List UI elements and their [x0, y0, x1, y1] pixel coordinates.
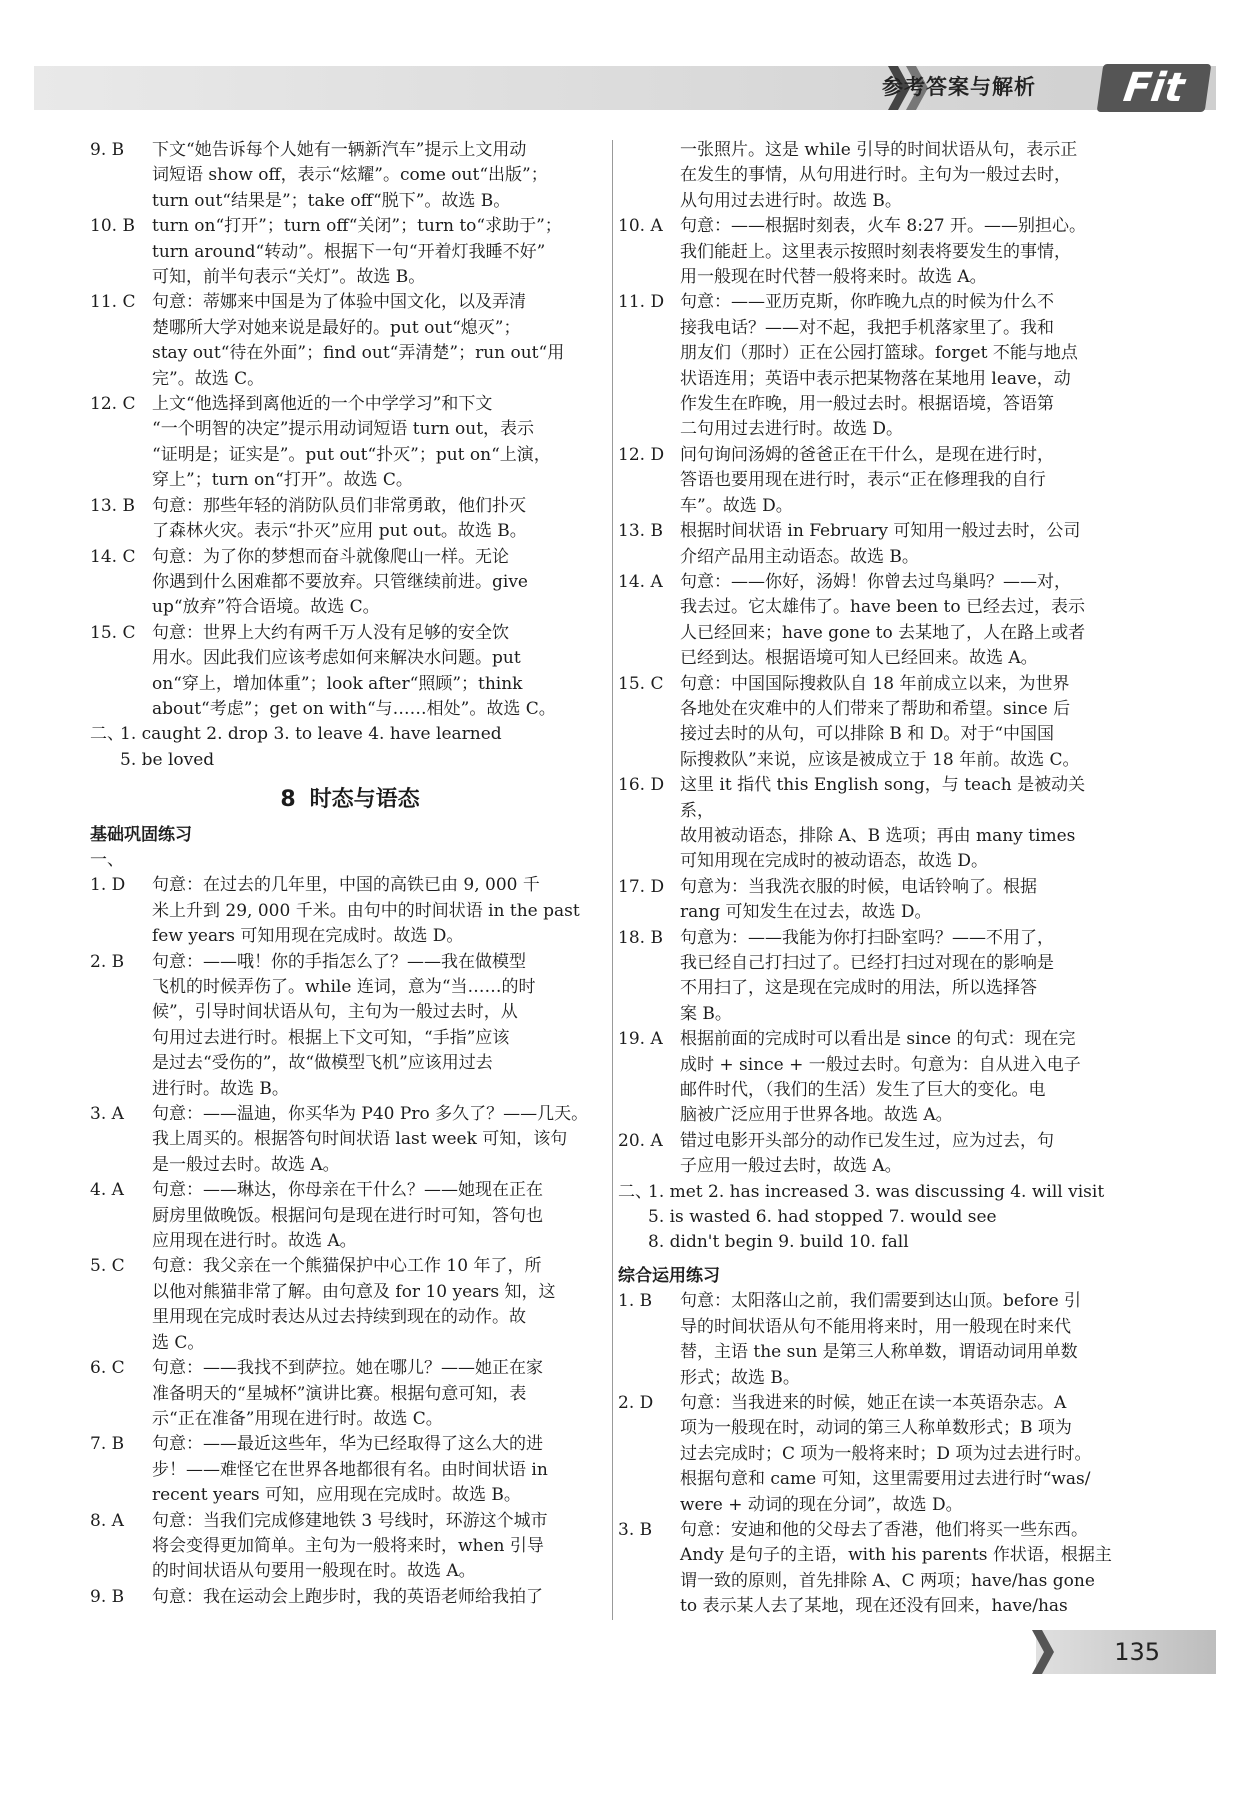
answer-line: 准备明天的“星城杯”演讲比赛。根据句意可知，表	[152, 1383, 527, 1404]
answer-line: 已经到达。根据语境可知人已经回来。故选 A。	[680, 648, 1038, 669]
answer-number: 16. D	[618, 775, 665, 796]
left-items-top	[90, 138, 610, 722]
right-part-two-line1: 1. met 2. has increased 3. was discussing 4. will visit	[648, 1181, 1105, 1202]
answer-line: 车”。故选 D。	[680, 495, 793, 516]
answer-line: 朋友们（那时）正在公园打篮球。forget 不能与地点	[680, 343, 1078, 364]
answer-item	[618, 519, 1118, 570]
answer-line: 句意：——温迪，你买华为 P40 Pro 多久了？——几天。	[152, 1104, 589, 1125]
exercise-heading-basic: 基础巩固练习	[90, 824, 192, 845]
answer-item	[90, 494, 610, 545]
page-number: 135	[1114, 1638, 1160, 1666]
answer-number: 3. B	[618, 1519, 653, 1540]
answer-line: 候”，引导时间状语从句，主句为一般过去时，从	[152, 1002, 518, 1023]
answer-line: 案 B。	[680, 1003, 732, 1024]
answer-line: 这里 it 指代 this English song，与 teach 是被动关系，	[680, 775, 1086, 821]
answer-line: 谓一致的原则，首先排除 A、C 两项；have/has gone	[680, 1570, 1095, 1591]
answer-item	[90, 1102, 610, 1178]
answer-line: 际搜救队”来说，应该是被成立于 18 年前。故选 C。	[680, 749, 1080, 770]
column-divider	[612, 140, 613, 1620]
answer-number: 12. C	[90, 394, 136, 415]
answer-number: 12. D	[618, 444, 665, 465]
answer-line: 应用现在进行时。故选 A。	[152, 1231, 357, 1252]
answer-number: 14. A	[618, 571, 663, 592]
answer-line: 不用扫了，这是现在完成时的用法，所以选择答	[680, 978, 1037, 999]
answer-item	[90, 621, 610, 723]
right-items-top	[618, 214, 1118, 1179]
answer-line: 厨房里做晚饭。根据问句是现在进行时可知，答句也	[152, 1205, 543, 1226]
answer-line: 根据句意和 came 可知，这里需要用过去进行时“was/	[680, 1469, 1091, 1490]
left-part-two-line1: 1. caught 2. drop 3. to leave 4. have learned	[120, 724, 502, 745]
answer-line: on“穿上，增加体重”；look after“照顾”；think	[152, 673, 523, 694]
right-part-two	[618, 1180, 1118, 1205]
answer-line: 脑被广泛应用于世界各地。故选 A。	[680, 1105, 953, 1126]
answer-number: 10. B	[90, 216, 135, 237]
answer-item	[618, 672, 1118, 774]
answer-line: 句意为：当我洗衣服的时候，电话铃响了。根据	[680, 876, 1037, 897]
right-continuation	[618, 138, 1118, 214]
left-items-bottom	[90, 873, 610, 1610]
answer-line: 可知用现在完成时的被动语态，故选 D。	[680, 851, 989, 872]
answer-line: turn out“结果是”；take off“脱下”。故选 B。	[152, 190, 511, 211]
answer-item	[90, 1509, 610, 1585]
answer-line: 词短语 show off，表示“炫耀”。come out“出版”；	[152, 165, 548, 186]
answer-line: 句意：在过去的几年里，中国的高铁已由 9, 000 千	[152, 875, 540, 896]
answer-number: 1. B	[618, 1291, 653, 1312]
answer-number: 2. B	[90, 951, 125, 972]
answer-item	[618, 1027, 1118, 1129]
answer-line: 上文“他选择到离他近的一个中学学习”和下文	[152, 394, 493, 415]
answer-line: 成时 + since + 一般过去时。句意为：自从进入电子	[680, 1054, 1081, 1075]
answer-line: 邮件时代，（我们的生活）发生了巨大的变化。电	[680, 1080, 1046, 1101]
answer-line: 句意：——我找不到萨拉。她在哪儿？——她正在家	[152, 1358, 543, 1379]
answer-line: 作发生在昨晚，用一般过去时。根据语境，答语第	[680, 394, 1054, 415]
answer-line: 下文“她告诉每个人她有一辆新汽车”提示上文用动	[152, 140, 527, 160]
section-title-text: 时态与语态	[309, 787, 420, 813]
answer-line: stay out“待在外面”；find out“弄清楚”；run out“用	[152, 343, 565, 364]
answer-line: 将会变得更加简单。主句为一般将来时，when 引导	[152, 1535, 544, 1556]
right-column	[618, 138, 1118, 1620]
answer-line: 我已经自己打扫过了。已经打扫过对现在的影响是	[680, 953, 1054, 973]
answer-line: 句意为：——我能为你打扫卧室吗？——不用了，	[680, 927, 1054, 948]
fit-logo: Fit	[1097, 64, 1212, 112]
answer-line: 的时间状语从句要用一般现在时。故选 A。	[152, 1561, 476, 1582]
right-part-two-line3: 8. didn't begin 9. build 10. fall	[648, 1232, 909, 1253]
answer-line: 我去过。它太雄伟了。have been to 已经去过，表示	[680, 597, 1085, 618]
answer-item	[618, 773, 1118, 875]
answer-line: 句意：蒂娜来中国是为了体验中国文化，以及弄清	[152, 292, 526, 313]
right-items-bottom	[618, 1289, 1118, 1619]
answer-number: 9. B	[90, 140, 125, 160]
answer-item	[618, 1289, 1118, 1391]
section-title	[90, 787, 610, 812]
answer-number: 2. D	[618, 1392, 654, 1413]
answer-line: 句意：——哦！你的手指怎么了？——我在做模型	[152, 951, 526, 972]
right-part-two-line2: 5. is wasted 6. had stopped 7. would see	[648, 1207, 997, 1228]
answer-item	[90, 1254, 610, 1356]
answer-line: 根据前面的完成时可以看出是 since 的句式：现在完	[680, 1029, 1076, 1050]
answer-item	[90, 138, 610, 214]
answer-line: 形式；故选 B。	[680, 1367, 800, 1388]
answer-item	[90, 1585, 610, 1610]
answer-item	[90, 1432, 610, 1508]
left-part-two-line2: 5. be loved	[120, 749, 215, 770]
answer-number: 14. C	[90, 546, 136, 567]
answer-line: 可知，前半句表示“关灯”。故选 B。	[152, 267, 426, 288]
answer-line: 导的时间状语从句不能用将来时，用一般现在时来代	[680, 1316, 1071, 1337]
answer-number: 4. A	[90, 1180, 124, 1201]
answer-line: recent years 可知，应用现在完成时。故选 B。	[152, 1485, 521, 1506]
answer-line: 你遇到什么困难都不要放弃。只管继续前进。give	[152, 571, 528, 592]
answer-line: 过去完成时；C 项为一般将来时；D 项为过去进行时。	[680, 1443, 1092, 1464]
answer-number: 20. A	[618, 1130, 663, 1151]
answer-line: 句意：——最近这些年，华为已经取得了这么大的进	[152, 1434, 543, 1455]
answer-line: 句意：那些年轻的消防队员们非常勇敢，他们扑灭	[152, 495, 526, 516]
answer-number: 17. D	[618, 876, 665, 897]
left-part-two	[90, 722, 610, 747]
answer-line: 句意：——亚历克斯，你昨晚九点的时候为什么不	[680, 292, 1054, 313]
answer-line: 穿上”；turn on“打开”。故选 C。	[152, 470, 413, 491]
answer-item	[90, 392, 610, 494]
answer-line: 句意：——琳达，你母亲在干什么？——她现在正在	[152, 1180, 543, 1201]
answer-line: turn on“打开”；turn off“关闭”；turn to“求助于”；	[152, 216, 562, 237]
answer-line: 进行时。故选 B。	[152, 1078, 289, 1099]
answer-line: 根据时间状语 in February 可知用一般过去时，公司	[680, 521, 1081, 542]
answer-number: 15. C	[618, 673, 664, 694]
answer-line: 我们能赶上。这里表示按照时刻表将要发生的事情，	[680, 241, 1071, 262]
page-chevron-icon	[1032, 1630, 1054, 1674]
answer-line: 状语连用；英语中表示把某物落在某地用 leave，动	[680, 368, 1071, 389]
answer-line: 各地处在灾难中的人们带来了帮助和希望。since 后	[680, 698, 1071, 719]
answer-line: 故用被动语态，排除 A、B 选项；再由 many times	[680, 825, 1076, 846]
answer-item	[90, 290, 610, 392]
answer-line: 我上周买的。根据答句时间状语 last week 可知，该句	[152, 1129, 568, 1150]
answer-line: 答语也要用现在进行时，表示“正在修理我的自行	[680, 470, 1046, 491]
answer-item	[90, 950, 610, 1102]
answer-item	[618, 214, 1118, 290]
answer-number: 5. C	[90, 1256, 125, 1277]
answer-item	[618, 875, 1118, 926]
answer-number: 6. C	[90, 1358, 125, 1379]
answer-line: 人已经回来；have gone to 去某地了，人在路上或者	[680, 622, 1086, 643]
answer-item	[90, 545, 610, 621]
answer-line: 句意：当我进来的时候，她正在读一本英语杂志。A	[680, 1392, 1067, 1413]
answer-line: few years 可知用现在完成时。故选 D。	[152, 926, 464, 947]
answer-line: 错过电影开头部分的动作已发生过，应为过去，句	[680, 1130, 1054, 1151]
answer-line: “一个明智的决定”提示用动词短语 turn out，表示	[152, 419, 535, 440]
answer-line: 楚哪所大学对她来说是最好的。put out“熄灭”；	[152, 317, 521, 338]
right-part-two-label: 二、	[618, 1181, 652, 1202]
answer-line: 句意：中国国际搜救队自 18 年前成立以来，为世界	[680, 673, 1070, 694]
answer-line: 用一般现在时代替一般将来时。故选 A。	[680, 267, 987, 288]
answer-item	[618, 1518, 1118, 1620]
answer-number: 15. C	[90, 622, 136, 643]
continuation-line: 一张照片。这是 while 引导的时间状语从句，表示正	[680, 140, 1078, 160]
answer-line: 项为一般现在时，动词的第三人称单数形式；B 项为	[680, 1418, 1072, 1439]
answer-line: 句意：当我们完成修建地铁 3 号线时，环游这个城市	[152, 1510, 548, 1531]
answer-line: 句意：我父亲在一个熊猫保护中心工作 10 年了，所	[152, 1256, 542, 1277]
answer-line: to 表示某人去了某地，现在还没有回来，have/has	[680, 1596, 1068, 1617]
answer-line: 二句用过去进行时。故选 D。	[680, 419, 904, 440]
answer-line: 了森林火灾。表示“扑灭”应用 put out。故选 B。	[152, 521, 527, 542]
answer-number: 18. B	[618, 927, 663, 948]
answer-item	[618, 926, 1118, 1028]
continuation-line: 在发生的事情，从句用进行时。主句为一般过去时，	[680, 165, 1071, 186]
answer-number: 9. B	[90, 1586, 125, 1607]
answer-line: were + 动词的现在分词”，故选 D。	[680, 1494, 963, 1515]
answer-line: 里用现在完成时表达从过去持续到现在的动作。故	[152, 1307, 526, 1328]
answer-item	[90, 1356, 610, 1432]
answer-line: 替，主语 the sun 是第三人称单数，谓语动词用单数	[680, 1342, 1078, 1363]
answer-item	[90, 873, 610, 949]
left-part-two-label: 二、	[90, 724, 124, 745]
answer-line: 句意：为了你的梦想而奋斗就像爬山一样。无论	[152, 546, 509, 567]
left-column	[90, 138, 610, 1610]
section-number: 8	[280, 787, 296, 813]
answer-item	[618, 443, 1118, 519]
answer-line: turn around“转动”。根据下一句“开着灯我睡不好”	[152, 241, 546, 262]
answer-line: 子应用一般过去时，故选 A。	[680, 1156, 902, 1177]
answer-number: 10. A	[618, 216, 663, 237]
answer-line: 选 C。	[152, 1332, 205, 1353]
answer-line: 句意：安迪和他的父母去了香港，他们将买一些东西。	[680, 1519, 1088, 1540]
answer-number: 11. D	[618, 292, 665, 313]
answer-number: 8. A	[90, 1510, 124, 1531]
answer-number: 19. A	[618, 1029, 663, 1050]
answer-line: 句意：——你好，汤姆！你曾去过鸟巢吗？——对，	[680, 571, 1071, 592]
answer-number: 7. B	[90, 1434, 125, 1455]
answer-line: 句意：世界上大约有两千万人没有足够的安全饮	[152, 622, 509, 643]
answer-item	[618, 1129, 1118, 1180]
answer-line: 步！——难怪它在世界各地都很有名。由时间状语 in	[152, 1459, 548, 1480]
answer-line: up“放弃”符合语境。故选 C。	[152, 597, 380, 618]
answer-number: 13. B	[90, 495, 135, 516]
answer-line: 是过去“受伤的”，故“做模型飞机”应该用过去	[152, 1053, 493, 1074]
answer-line: 介绍产品用主动语态。故选 B。	[680, 546, 919, 567]
answer-item	[90, 214, 610, 290]
answer-line: 句意：——根据时刻表，火车 8:27 开。——别担心。	[680, 216, 1086, 237]
answer-item	[618, 290, 1118, 442]
answer-line: Andy 是句子的主语，with his parents 作状语，根据主	[680, 1545, 1112, 1566]
answer-line: about“考虑”；get on with“与……相处”。故选 C。	[152, 698, 556, 719]
answer-line: 飞机的时候弄伤了。while 连词，意为“当……的时	[152, 977, 536, 997]
answer-item	[90, 1178, 610, 1254]
answer-number: 13. B	[618, 521, 663, 542]
answer-line: “证明是；证实是”。put out“扑灭”；put on“上演，	[152, 444, 551, 465]
answer-line: 接过去时的从句，可以排除 B 和 D。对于“中国国	[680, 724, 1055, 745]
exercise-heading-comprehensive: 综合运用练习	[618, 1265, 720, 1286]
header-title: 参考答案与解析	[882, 75, 1036, 99]
answer-number: 1. D	[90, 875, 126, 896]
answer-line: 示“正在准备”用现在进行时。故选 C。	[152, 1408, 443, 1429]
answer-line: 接我电话？——对不起，我把手机落家里了。我和	[680, 317, 1054, 338]
header-band	[34, 66, 1216, 110]
answer-line: rang 可知发生在过去，故选 D。	[680, 902, 932, 923]
answer-line: 句意：我在运动会上跑步时，我的英语老师给我拍了	[152, 1586, 543, 1607]
answer-line: 句意：太阳落山之前，我们需要到达山顶。before 引	[680, 1291, 1082, 1312]
continuation-line: 从句用过去进行时。故选 B。	[680, 190, 902, 211]
answer-number: 11. C	[90, 292, 136, 313]
answer-line: 完”。故选 C。	[152, 368, 265, 389]
answer-line: 句用过去进行时。根据上下文可知，“手指”应该	[152, 1027, 510, 1048]
answer-line: 以他对熊猫非常了解。由句意及 for 10 years 知，这	[152, 1281, 556, 1302]
answer-number: 3. A	[90, 1104, 124, 1125]
answer-item	[618, 1391, 1118, 1518]
answer-line: 米上升到 29, 000 千米。由句中的时间状语 in the past	[152, 900, 580, 921]
answer-item	[618, 570, 1118, 672]
answer-line: 问句询问汤姆的爸爸正在干什么，是现在进行时，	[680, 444, 1054, 465]
answer-line: 用水。因此我们应该考虑如何来解决水问题。put	[152, 648, 521, 669]
part-one-label: 一、	[90, 849, 124, 870]
answer-line: 是一般过去时。故选 A。	[152, 1154, 340, 1175]
